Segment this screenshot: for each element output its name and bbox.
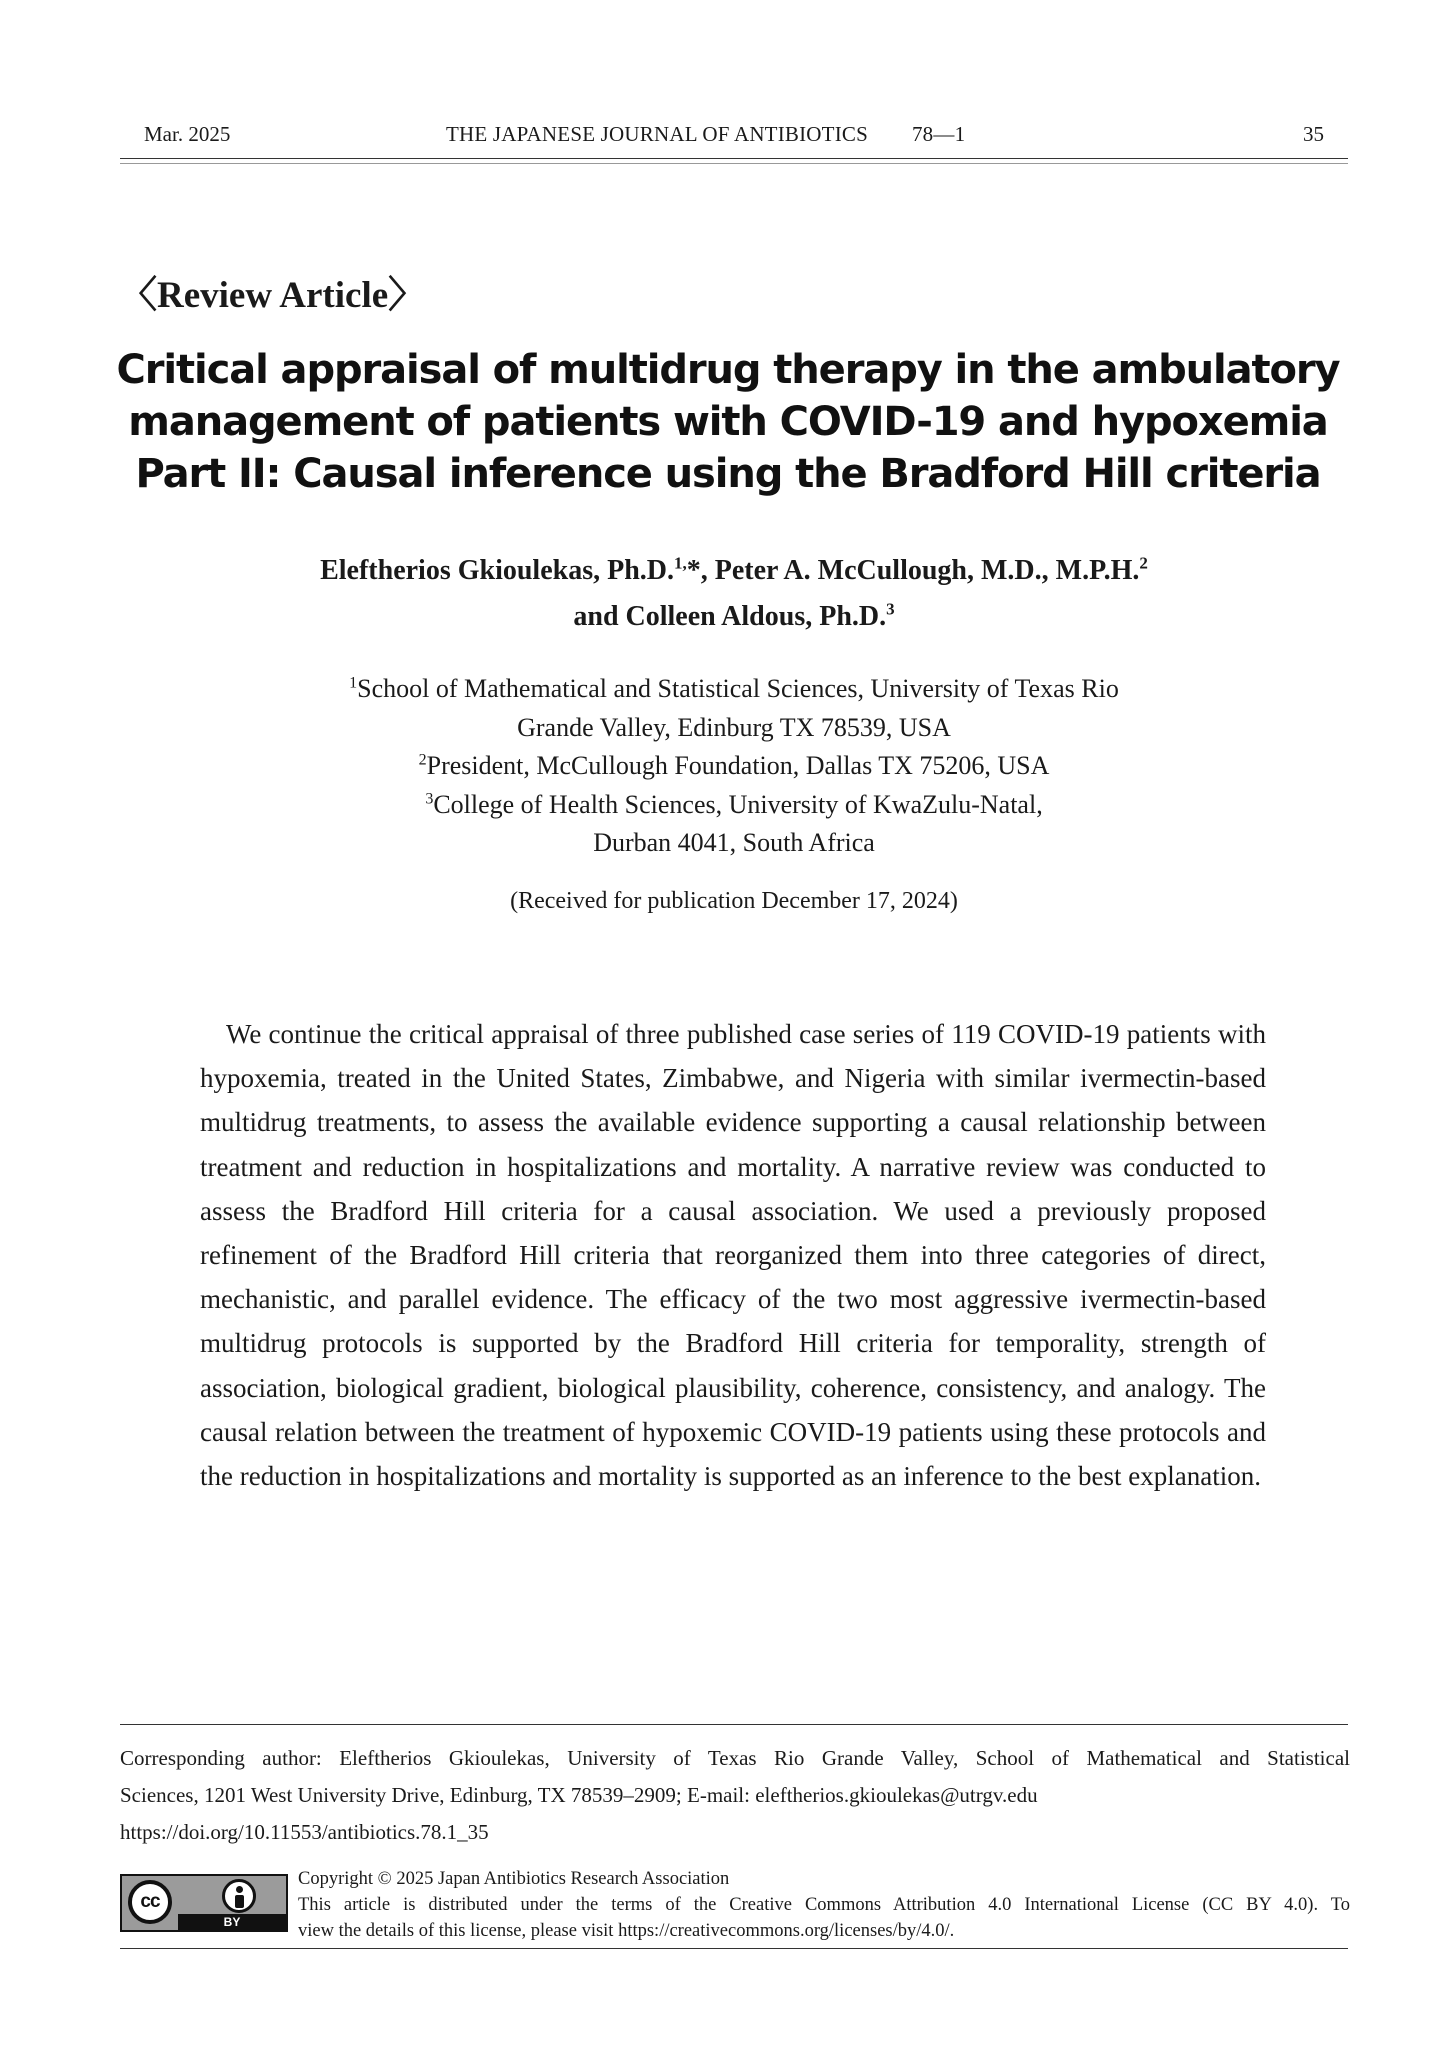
author-mccullough: , Peter A. McCullough, M.D., M.P.H. bbox=[700, 555, 1140, 586]
author-line-1 bbox=[120, 548, 1348, 594]
affiliations bbox=[120, 670, 1348, 863]
cc-by-badge[interactable] bbox=[120, 1874, 288, 1932]
received-date: (Received for publication December 17, 2024) bbox=[510, 888, 958, 914]
person-head-shape bbox=[236, 1886, 243, 1893]
abstract bbox=[200, 1012, 1266, 1498]
corresponding-line-1: Corresponding author: Eleftherios Gkioulekas, University of Texas Rio Grande Valley, School of Mathematical and Statistical bbox=[120, 1746, 1350, 1770]
affiliation-1 bbox=[120, 670, 1348, 709]
issue-date: Mar. 2025 bbox=[144, 122, 231, 146]
license-line-1: This article is distributed under the terms of the Creative Commons Attribution 4.0 International License (CC BY 4.0). To bbox=[298, 1895, 1350, 1915]
affiliation-3-num: 3 bbox=[425, 789, 434, 807]
author-aldous-affil: 3 bbox=[886, 599, 895, 619]
corresponding-mark: * bbox=[686, 555, 701, 586]
title-line-1: Critical appraisal of multidrug therapy in the ambulatory bbox=[116, 347, 1340, 393]
author-aldous: and Colleen Aldous, Ph.D. bbox=[573, 601, 887, 632]
author-gkioulekas: Eleftherios Gkioulekas, Ph.D. bbox=[320, 555, 675, 586]
author-list bbox=[120, 548, 1348, 640]
doi-link[interactable]: https://doi.org/10.11553/antibiotics.78.1_35 bbox=[120, 1820, 489, 1844]
license-text bbox=[298, 1866, 1350, 1944]
header-rule-thin bbox=[120, 163, 1348, 164]
title-line-3: Part II: Causal inference using the Bradford Hill criteria bbox=[135, 451, 1321, 497]
affiliation-3-text: College of Health Sciences, University of KwaZulu-Natal, bbox=[433, 789, 1043, 819]
author-line-2 bbox=[120, 594, 1348, 640]
footer-bottom-rule bbox=[120, 1948, 1348, 1949]
running-header bbox=[120, 122, 1348, 152]
license-block bbox=[120, 1866, 1350, 1946]
affiliation-1-cont: Grande Valley, Edinburg TX 78539, USA bbox=[517, 712, 951, 742]
footnote-rule bbox=[120, 1724, 1348, 1725]
copyright-line: Copyright © 2025 Japan Antibiotics Research Association bbox=[298, 1869, 730, 1889]
author-gkioulekas-affil: 1, bbox=[674, 553, 687, 573]
attribution-person-icon bbox=[222, 1879, 256, 1913]
article-type: 〈Review Article〉 bbox=[120, 275, 426, 316]
affiliation-1-text: School of Mathematical and Statistical Sciences, University of Texas Rio bbox=[357, 674, 1119, 703]
page-number: 35 bbox=[1303, 122, 1324, 146]
abstract-text: We continue the critical appraisal of three published case series of 119 COVID-19 patients with hypoxemia, treated in the United States, Zimbabwe, and Nigeria with similar ivermectin-based multidrug treatments, to assess the available evidence supporting a causal relationship between treatment and reduction in hospitalizations and mortality. A narrative review was conducted to assess the Bradford Hill criteria for a causal association. We used a previously proposed refinement of the Bradford Hill criteria that reorganized them into three categories of direct, mechanistic, and parallel evidence. The efficacy of the two most aggressive ivermectin-based multidrug protocols is supported by the Bradford Hill criteria for temporality, strength of association, biological gradient, biological plausibility, coherence, consistency, and analogy. The causal relation between the treatment of hypoxemic COVID-19 patients using these protocols and the reduction in hospitalizations and mortality is supported as an inference to the best explanation. bbox=[200, 1019, 1266, 1492]
cc-icon: cc bbox=[128, 1880, 172, 1924]
affiliation-3-cont: Durban 4041, South Africa bbox=[593, 828, 875, 857]
corresponding-author-note bbox=[120, 1740, 1350, 1851]
article-title bbox=[90, 344, 1366, 500]
affiliation-3 bbox=[120, 786, 1348, 825]
by-label: BY bbox=[178, 1914, 286, 1930]
journal-title: THE JAPANESE JOURNAL OF ANTIBIOTICS bbox=[446, 122, 868, 146]
author-mccullough-affil: 2 bbox=[1139, 553, 1148, 573]
license-line-2: view the details of this license, please visit https://creativecommons.org/licenses/by/4.0/. bbox=[298, 1921, 955, 1941]
title-line-2: management of patients with COVID-19 and hypoxemia bbox=[128, 399, 1328, 445]
journal-volume: 78—1 bbox=[911, 122, 966, 146]
affiliation-2 bbox=[120, 747, 1348, 786]
person-body-shape bbox=[235, 1895, 244, 1908]
header-rule bbox=[120, 158, 1348, 159]
affiliation-1-num: 1 bbox=[349, 674, 358, 692]
corresponding-line-2: Sciences, 1201 West University Drive, Edinburg, TX 78539–2909; E-mail: eleftherios.gkioulekas@utrgv.edu bbox=[120, 1783, 1038, 1807]
affiliation-2-text: President, McCullough Foundation, Dallas TX 75206, USA bbox=[426, 751, 1050, 780]
journal-name bbox=[446, 122, 965, 147]
affiliation-2-num: 2 bbox=[418, 751, 427, 769]
